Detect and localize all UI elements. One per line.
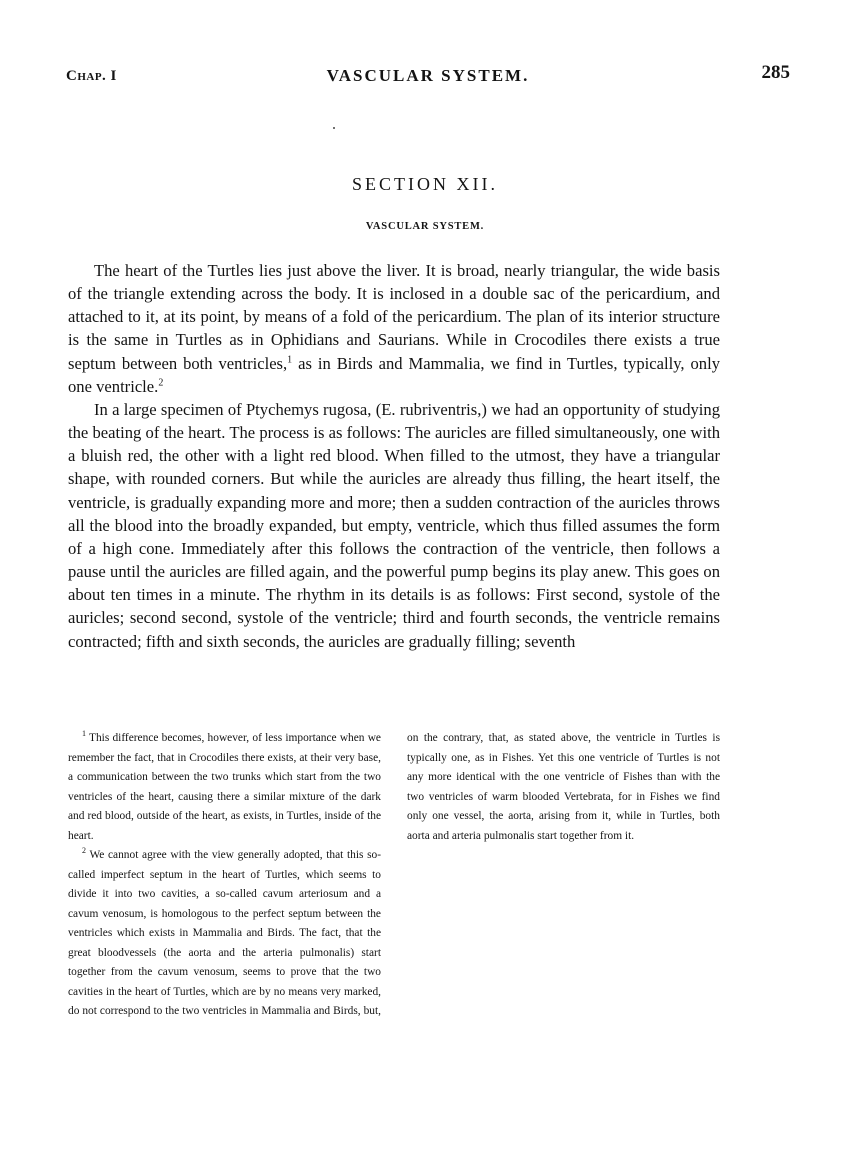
footnote-ref-2: 2	[158, 377, 164, 389]
page-number: 285	[761, 62, 790, 83]
footnote-ref-1: 1	[287, 354, 293, 366]
footnote-text: This difference becomes, however, of less importance when we remember the fact, that in Crocodiles there exists, at their very base, a communication between the two trunks which start from the two ventricles of the heart, causing there a similar mixture of the dark and red blood, outside of the heart, as exists, in Turtles, inside of the heart.	[68, 732, 381, 842]
paragraph	[68, 259, 720, 398]
text-run: The heart of the Turtles lies just above the liver. It is broad, nearly triangular, the wide basis of the triangle extending across the body. It is inclosed in a double sac of the pericardium, and attached to it, at its point, by means of a fold of the pericardium. The plan of its interior structure is the same in Turtles as in Ophidians and Saurians. While in Crocodiles there exists a true septum between both ventricles,	[68, 261, 720, 373]
section-title: SECTION XII.	[352, 174, 498, 194]
body-text	[68, 259, 720, 653]
paragraph	[68, 398, 720, 653]
footnote-marker: 1	[82, 729, 86, 739]
running-head	[66, 62, 790, 90]
running-title: VASCULAR SYSTEM.	[326, 66, 530, 85]
text-run: as in Birds and Mammalia, we find in Turtles, typically, only one ventricle.	[68, 353, 720, 396]
footnote-1	[68, 729, 381, 846]
footnote-text: We cannot agree with the view generally adopted, that this so-called imperfect septum in the heart of Turtles, which seems to divide it into two cavities, a so-called cavum arteriosum and a cavum venosum, is homologous to the perfect septum between the ventricles which exists in Mammalia and Birds. The fact, that the great bloodvessels (the aorta and the arteria pulmonalis) start together from the cavum venosum, seems to prove that the two cavities in the heart of Turtles, which are by no means very marked, do not correspond to the two ventricles in Mammalia and Birds, but, on the contrary, that, as stated above, the ventricle in Turtles is typically one, as in Fishes. Yet this one ventricle of Turtles is not any more identical with the one ventricle of Fishes than with the two ventricles of warm blooded Vertebrata, for in Fishes we find only one vessel, the aorta, arising from it, while in Turtles, both aorta and arteria pulmonalis start together from it.	[68, 732, 720, 1017]
print-speck	[333, 127, 335, 129]
footnote-marker: 2	[82, 846, 86, 856]
text-run: In a large specimen of Ptychemys rugosa, (E. rubriventris,) we had an opportunity of studying the beating of the heart. The process is as follows: The auricles are filled simultaneously, one with a bluish red, the other with a light red blood. When filled to the utmost, they have a triangular shape, with rounded corners. But while the auricles are already thus filling, the heart itself, the ventricle, is gradually expanding more and more; then a sudden contraction of the auricles throws all the blood into the broadly expanded, but empty, ventricle, which thus filled assumes the form of a high cone. Immediately after this follows the contraction of the ventricle, then follows a pause until the auricles are filled again, and the powerful pump begins its play anew. This goes on about ten times in a minute. The rhythm in its details is as follows: First second, systole of the auricles; second second, systole of the ventricle; third and fourth seconds, the ventricle remains contracted; fifth and sixth seconds, the auricles are gradually filling; seventh	[68, 399, 720, 651]
chapter-label: Chap. I	[66, 68, 117, 84]
section-subtitle: VASCULAR SYSTEM.	[365, 221, 485, 232]
footnotes	[68, 729, 720, 1029]
